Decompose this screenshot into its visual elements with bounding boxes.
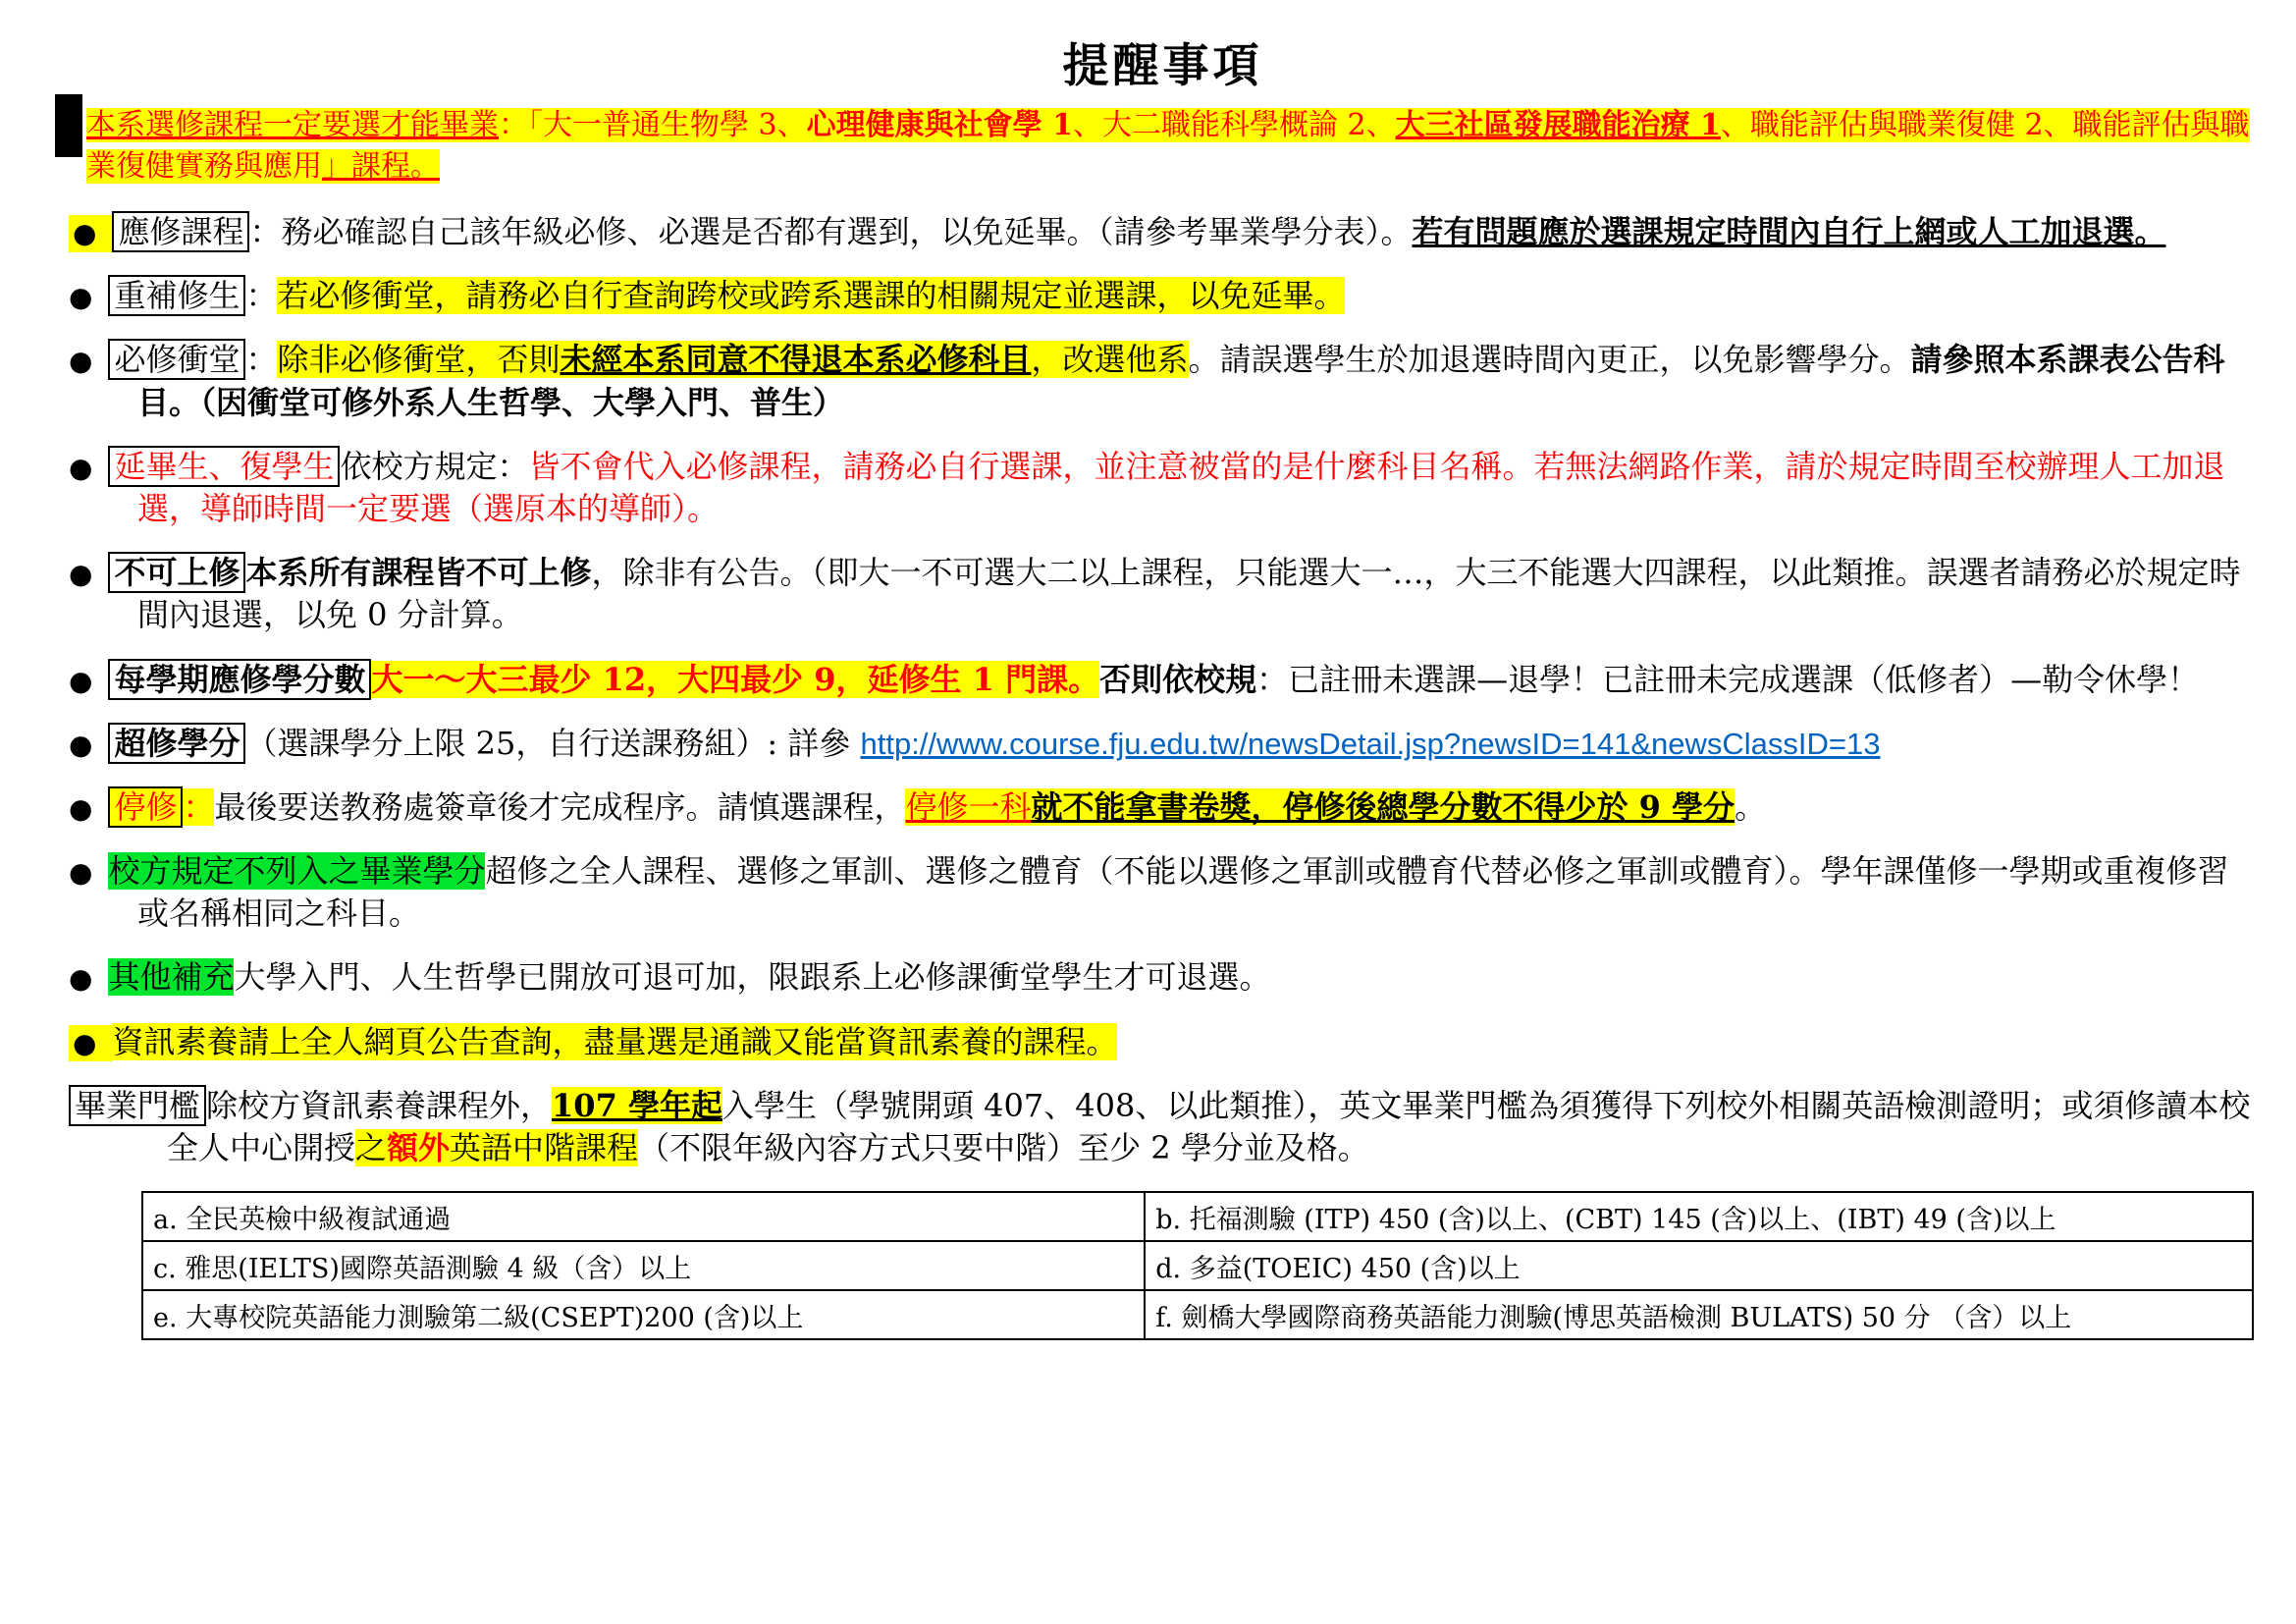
scan-artifact-mark — [55, 94, 82, 157]
bullet-item — [69, 211, 2257, 253]
bullet-item — [69, 1085, 2257, 1169]
text-run: 」課程。 — [322, 149, 440, 184]
text-run: ： — [245, 341, 278, 379]
table-cell: f. 劍橋大學國際商務英語能力測驗(博思英語檢測 BULATS) 50 分 （含）以上 — [1145, 1290, 2253, 1339]
table-row — [142, 1290, 2253, 1339]
bullet-item — [69, 275, 2257, 317]
text-run: 超修之全人課程、選修之軍訓、選修之體育（不能以選修之軍訓或體育代替必修之軍訓或體育）。學年課僅修一學期或重複修習或名稱相同之科目。 — [137, 852, 2229, 933]
text-run: 之 — [355, 1129, 388, 1166]
table-cell: d. 多益(TOEIC) 450 (含)以上 — [1145, 1241, 2253, 1290]
bullet-marker-icon: ● — [69, 281, 93, 314]
text-run: 、職能評估與職業復健 2、職能評估與職業復健實務與應用 — [86, 108, 2250, 184]
bullet-item — [69, 446, 2257, 530]
text-run: 本系所有課程皆不可上修 — [245, 554, 592, 592]
bullet-marker-icon: ● — [69, 345, 93, 378]
english-test-table — [141, 1191, 2254, 1340]
bullet-item — [69, 850, 2257, 935]
bullet-item — [69, 1021, 2257, 1063]
bullet-marker-icon: ● — [69, 791, 93, 825]
text-run: 未經本系同意不得退本系必修科目 — [560, 341, 1032, 379]
text-run: 就不能拿書卷獎，停修後總學分數不得少於 9 學分 — [1031, 787, 1735, 826]
bullet-item — [69, 723, 2257, 765]
english-test-table-body — [142, 1192, 2253, 1339]
text-run: 若有問題應於選課規定時間內自行上網或人工加退選。 — [1412, 213, 2166, 250]
text-run: 。請誤選學生於加退選時間內更正，以免影響學分。 — [1188, 341, 1911, 379]
text-run: 停修一科 — [905, 787, 1032, 826]
bullet-label: 重補修生 — [108, 275, 245, 316]
course-news-link[interactable]: http://www.course.fju.edu.tw/newsDetail.jsp?newsID=141&newsClassID=13 — [860, 726, 1881, 761]
text-run: 皆不會代入必修課程，請務必自行選課，並注意被當的是什麼科目名稱。若無法網路作業，請於規定時間至校辦理人工加退選，導師時間一定要選（選原本的導師）。 — [137, 447, 2225, 527]
text-run: 除校方資訊素養課程外， — [206, 1086, 553, 1124]
bullet-label: 必修衝堂 — [108, 339, 245, 380]
bullet-label: 停修 — [108, 786, 183, 828]
text-run: （不限年級內容方式只要中階）至少 2 學分並及格。 — [638, 1129, 1369, 1166]
text-run: 英語中階課程 — [450, 1129, 639, 1166]
bullet-marker-icon: ● — [69, 856, 93, 890]
bullet-label: 其他補充 — [108, 958, 235, 997]
bullet-label: 每學期應修學分數 — [108, 659, 371, 700]
bullet-item — [69, 339, 2257, 423]
bullet-label: 畢業門檻 — [69, 1085, 206, 1126]
text-run: 大一～大三最少 12，大四最少 9，延修生 1 門課。 — [371, 660, 1100, 698]
bullet-marker-icon: ● — [69, 664, 93, 697]
text-run: 資訊素養請上全人網頁公告查詢，盡量選是通識又能當資訊素養的課程。 — [112, 1022, 1118, 1060]
text-run: 大三社區發展職能治療 1 — [1395, 108, 1721, 142]
bullet-marker-icon: ● — [69, 1025, 112, 1062]
text-run: ：已註冊未選課—退學！已註冊未完成選課（低修者）—勒令休學！ — [1256, 660, 2200, 698]
text-run: ：「大一普通生物學 3、 — [499, 108, 807, 142]
text-run: ，除非有公告。（即大一不可選大二以上課程，只能選大一…，大三不能選大四課程，以此類推。誤選者請務必於規定時間內退選，以免 0 分計算。 — [137, 554, 2241, 634]
text-run: 107 學年起 — [552, 1086, 722, 1124]
table-cell: c. 雅思(IELTS)國際英語測驗 4 級（含）以上 — [142, 1241, 1145, 1290]
text-run: ： — [245, 277, 278, 315]
bullet-marker-icon: ● — [69, 451, 93, 484]
bullet-label: 延畢生、復學生 — [108, 446, 340, 487]
text-run: 額外 — [387, 1129, 451, 1166]
text-run: 大學入門、人生哲學已開放可退可加，限跟系上必修課衝堂學生才可退選。 — [234, 958, 1271, 997]
intro-note — [86, 105, 2257, 188]
text-run: 本系選修課程一定要選才能畢業 — [86, 108, 499, 142]
text-run: 若必修衝堂，請務必自行查詢跨校或跨系選課的相關規定並選課，以免延畢。 — [277, 277, 1346, 315]
bullet-item — [69, 786, 2257, 829]
table-row — [142, 1241, 2253, 1290]
text-run: ： — [183, 787, 215, 826]
text-run: （選課學分上限 25，自行送課務組）: 詳參 — [245, 724, 861, 762]
bullet-marker-icon: ● — [69, 215, 112, 252]
text-run: ，改選他系 — [1031, 341, 1189, 379]
bullet-marker-icon: ● — [69, 728, 93, 761]
text-run: 、大二職能科學概論 2、 — [1072, 108, 1396, 142]
text-run: 除非必修衝堂，否則 — [277, 341, 561, 379]
bullet-label: 不可上修 — [108, 552, 245, 593]
text-run: 否則依校規 — [1099, 660, 1257, 698]
text-run: 。 — [1735, 787, 1767, 826]
text-run: 依校方規定： — [340, 447, 529, 485]
bullet-marker-icon: ● — [69, 962, 93, 996]
bullet-label: 應修課程 — [112, 211, 249, 252]
text-run: 最後要送教務處簽章後才完成程序。請慎選課程， — [214, 787, 906, 826]
text-run: ：務必確認自己該年級必修、必選是否都有選到，以免延畢。（請參考畢業學分表）。 — [249, 213, 1413, 250]
notice-bullet-list — [69, 211, 2257, 1169]
bullet-label: 超修學分 — [108, 723, 245, 764]
text-run: 心理健康與社會學 1 — [806, 108, 1073, 142]
bullet-marker-icon: ● — [69, 558, 93, 591]
table-cell: b. 托福測驗 (ITP) 450 (含)以上、(CBT) 145 (含)以上、(IBT) 49 (含)以上 — [1145, 1192, 2253, 1241]
bullet-item — [69, 956, 2257, 999]
text-run: 請參照本系課表公告科目。（因衝堂可修外系人生哲學、大學入門、普生） — [137, 341, 2225, 421]
bullet-label: 校方規定不列入之畢業學分 — [108, 852, 486, 891]
page-title: 提醒事項 — [1062, 39, 1263, 93]
bullet-item — [69, 659, 2257, 701]
table-row — [142, 1192, 2253, 1241]
table-cell: a. 全民英檢中級複試通過 — [142, 1192, 1145, 1241]
text-run: 入學生（學號開頭 407、408、以此類推），英文畢業門檻為須獲得下列校外相關英語檢測證明；或須修讀本校全人中心開授 — [167, 1086, 2251, 1166]
table-cell: e. 大專校院英語能力測驗第二級(CSEPT)200 (含)以上 — [142, 1290, 1145, 1339]
bullet-item — [69, 552, 2257, 636]
